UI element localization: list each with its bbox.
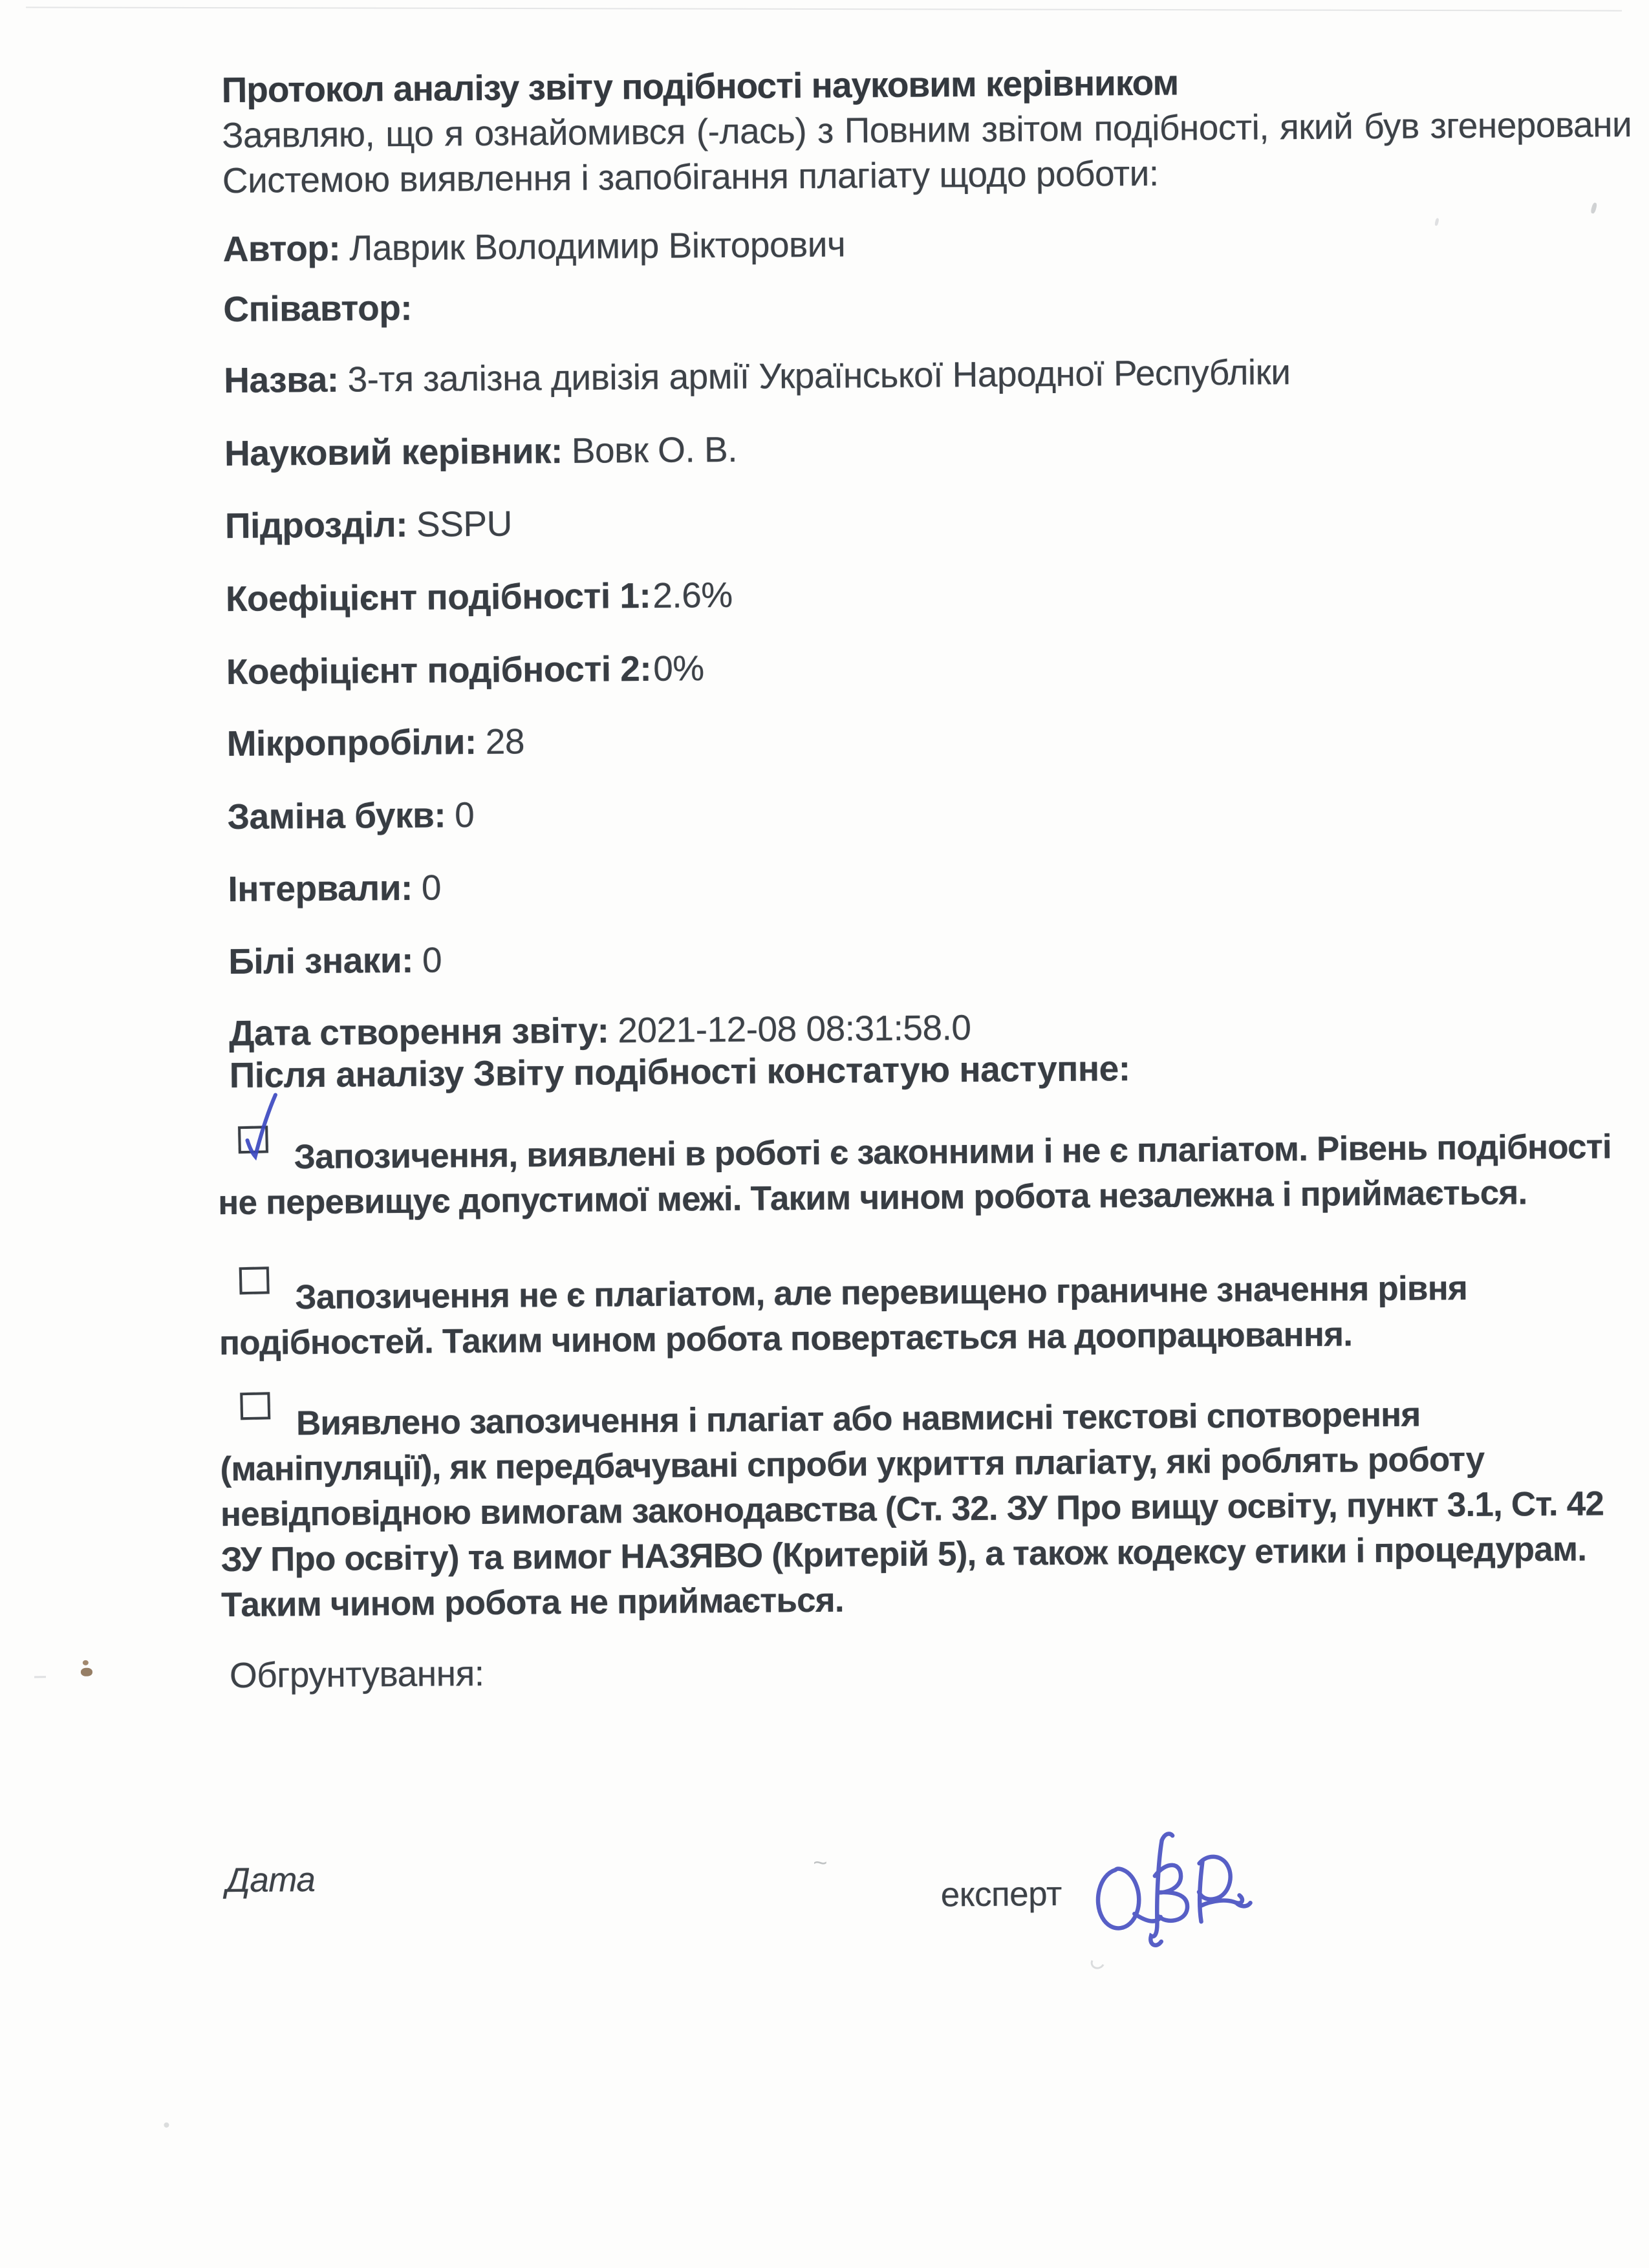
field-supervisor: [224, 427, 737, 476]
field-microspaces-label: Мікропробіли:: [226, 722, 477, 764]
footer-expert-label: експерт: [940, 1874, 1062, 1914]
scan-speck: ~: [813, 1849, 828, 1877]
ink-speck: [83, 1660, 89, 1665]
field-similarity-coefficient-2-value: 0%: [652, 648, 704, 689]
field-microspaces: [226, 718, 524, 766]
field-report-date-value: 2021-12-08 08:31:58.0: [618, 1007, 971, 1051]
statement-intro: Після аналізу Звіту подібності констатую наступне:: [229, 1048, 1130, 1096]
field-similarity-coefficient-1-value: 2.6%: [652, 574, 733, 615]
justification-label: Обгрунтування:: [229, 1653, 484, 1696]
field-similarity-coefficient-1: [226, 572, 733, 621]
field-title-of-work: [224, 349, 1291, 403]
field-similarity-coefficient-1-label: Коефіцієнт подібності 1:: [225, 575, 651, 619]
scan-speck: [164, 2123, 169, 2128]
expert-signature: [1083, 1826, 1260, 1955]
field-intervals: [228, 864, 441, 912]
field-similarity-coefficient-2: [226, 645, 704, 694]
field-coauthor-label: Співавтор:: [223, 287, 413, 330]
field-letter-substitution-label: Заміна букв:: [227, 795, 446, 837]
field-department: [225, 501, 512, 548]
field-author-value: Лаврик Володимир Вікторович: [349, 224, 846, 268]
option-2-text: Запозичення не є плагіатом, але перевищено граничне значення рівня подібностей. Таким чином робота повертається на доопрацювання.: [219, 1269, 1468, 1363]
field-letter-substitution: [227, 792, 474, 839]
field-microspaces-value: 28: [485, 721, 525, 762]
intro-line-2: Системою виявлення і запобігання плагіату щодо роботи:: [222, 153, 1159, 201]
field-letter-substitution-value: 0: [454, 795, 475, 835]
field-title-of-work-label: Назва:: [224, 359, 339, 401]
field-white-signs-value: 0: [422, 939, 442, 980]
field-author-label: Автор:: [222, 228, 341, 270]
intro-line-1: Заявляю, що я ознайомився (-лась) з Повним звітом подібності, який був згенеровани: [222, 103, 1632, 156]
field-report-date-label: Дата створення звіту:: [228, 1010, 609, 1054]
field-white-signs-label: Білі знаки:: [228, 939, 414, 982]
field-similarity-coefficient-2-label: Коефіцієнт подібності 2:: [226, 648, 652, 692]
field-coauthor: [223, 285, 421, 332]
field-supervisor-value: Вовк О. В.: [571, 429, 738, 471]
scan-speck: [1590, 202, 1597, 214]
field-department-label: Підрозділ:: [224, 504, 408, 546]
scan-speck: [1089, 1954, 1107, 1971]
option-1-text: Запозичення, виявлені в роботі є законними і не є плагіатом. Рівень подібності не перевищує допустимої межі. Таким чином робота незалежна і приймається.: [218, 1128, 1612, 1223]
field-supervisor-label: Науковий керівник:: [224, 430, 563, 474]
field-department-value: SSPU: [416, 503, 513, 544]
scan-speck: [1434, 218, 1439, 226]
field-intervals-value: 0: [421, 867, 442, 908]
option-3-text: Виявлено запозичення і плагіат або навмисні текстові спотворення (маніпуляції), як передбачувані спроби укриття плагіату, які роблять роботу невідповідною вимогам законодавства (Ст. 32. ЗУ Про вищу освіту, пункт 3.1, Ст. 42 ЗУ Про освіту) та вимог НАЗЯВО (Критерій 5), а також кодексу етики і процедурам. Таким чином робота не приймається.: [220, 1395, 1604, 1625]
ink-speck: [81, 1668, 92, 1676]
footer-date-label: Дата: [226, 1861, 316, 1900]
field-intervals-label: Інтервали:: [228, 867, 413, 910]
field-white-signs: [228, 937, 442, 984]
document-title: Протокол аналізу звіту подібності науковим керівником: [221, 62, 1179, 111]
scan-speck: [34, 1676, 46, 1678]
field-author: [222, 222, 845, 272]
field-title-of-work-value: 3-тя залізна дивізія армії Української Народної Республіки: [347, 352, 1291, 400]
